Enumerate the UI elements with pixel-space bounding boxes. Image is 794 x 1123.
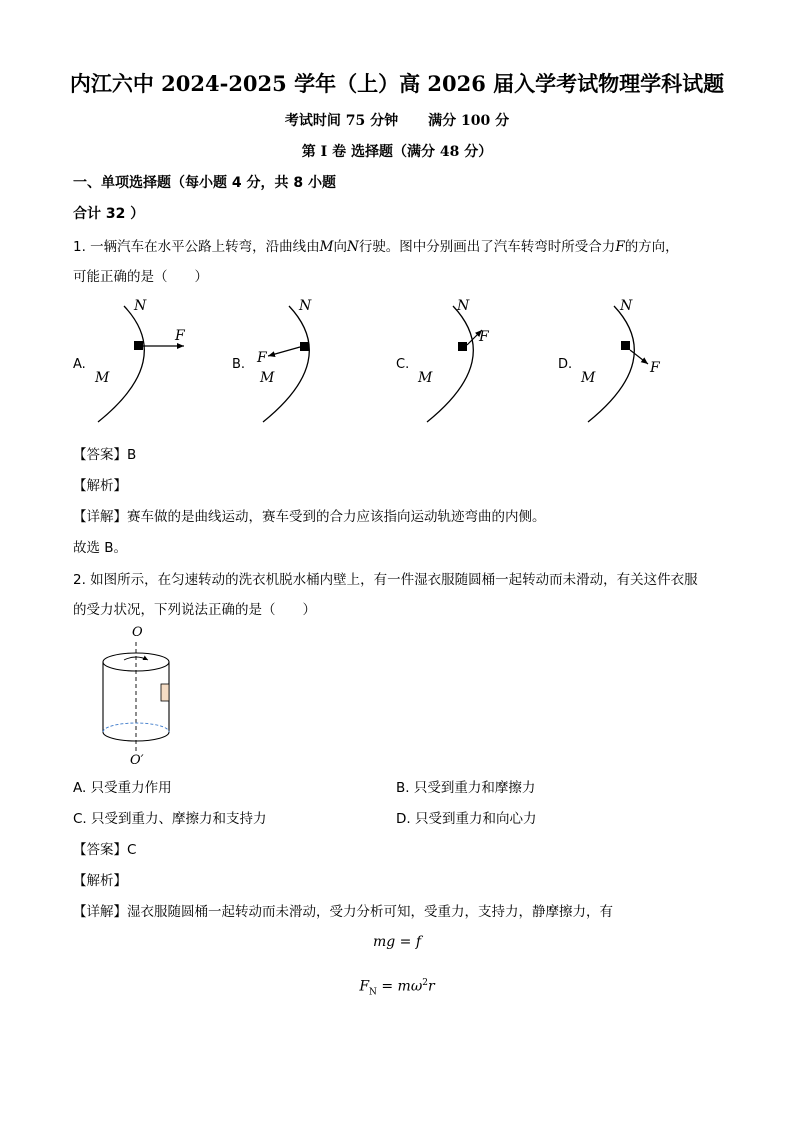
curve-b: [263, 306, 309, 422]
curve-d: [588, 306, 634, 422]
curve-c: [427, 306, 473, 422]
axis-label-o-prime: O′: [130, 753, 144, 768]
wet-clothes: [161, 684, 169, 701]
q2-option-d: D. 只受到重力和向心力: [396, 811, 537, 827]
q2-answer: 【答案】C: [73, 842, 137, 858]
q1-figure-c: [396, 298, 490, 422]
q2-option-a: A. 只受重力作用: [73, 780, 172, 796]
q1-option-a-label: A.: [73, 357, 86, 372]
label-f-b: F: [257, 350, 267, 366]
exam-info: [0, 110, 794, 130]
q1-figure-b: [232, 298, 312, 422]
q1-option-b-label: B.: [232, 357, 246, 372]
label-n-a: N: [134, 298, 147, 314]
q1-answer: 【答案】B: [73, 447, 137, 463]
force-arrow-b: [268, 347, 300, 356]
exam-title: 内江六中 2024-2025 学年（上）高 2026 届入学考试物理学科试题: [69, 71, 725, 96]
q1-conclusion: 故选 B。: [73, 540, 128, 556]
label-m-a: M: [95, 370, 110, 386]
q2-detail: 【详解】湿衣服随圆桶一起转动而未滑动，受力分析可知，受重力，支持力，静摩擦力，有: [73, 904, 613, 920]
curve-a: [98, 306, 144, 422]
section-total: 合计 32 ）: [73, 206, 145, 222]
car-a: [134, 341, 143, 350]
equation-1: mg = f: [372, 934, 422, 950]
label-n-b: N: [299, 298, 312, 314]
equation-2: $F_N = m\omega^2r$: [359, 978, 435, 998]
q1-analysis-label: 【解析】: [73, 478, 127, 494]
drum-top: [103, 653, 169, 671]
q1-figures: [0, 290, 794, 430]
q1-stem-line1: 1. 一辆汽车在水平公路上转弯，沿曲线由M向N行驶。图中分别画出了汽车转弯时所受合力F的方向，: [73, 239, 679, 255]
label-n-d: N: [620, 298, 633, 314]
q1-option-d-label: D.: [558, 357, 573, 372]
car-c: [458, 342, 467, 351]
exam-time: 考试时间 75 分钟: [284, 113, 399, 129]
q2-stem-line2: 的受力状况，下列说法正确的是（ ）: [73, 602, 316, 618]
q1-stem-line2: 可能正确的是（ ）: [73, 269, 208, 285]
label-f-d: F: [650, 360, 660, 376]
q1-figure-a: [73, 298, 186, 422]
label-m-b: M: [260, 370, 275, 386]
car-b: [300, 342, 309, 351]
q2-option-c: C. 只受到重力、摩擦力和支持力: [73, 811, 267, 827]
q2-option-b: B. 只受到重力和摩擦力: [396, 780, 536, 796]
label-f-c: F: [479, 329, 489, 345]
section-title: 一、单项选择题（每小题 4 分，共 8 小题: [73, 175, 336, 191]
q2-drum-figure: [90, 620, 200, 770]
label-f-a: F: [175, 328, 185, 344]
q1-figure-d: [558, 298, 661, 422]
car-d: [621, 341, 630, 350]
label-n-c: N: [457, 298, 470, 314]
q1-detail: 【详解】赛车做的是曲线运动，赛车受到的合力应该指向运动轨迹弯曲的内侧。: [73, 509, 546, 525]
label-m-c: M: [418, 370, 433, 386]
volume-heading: 第 I 卷 选择题（满分 48 分）: [301, 144, 493, 160]
q1-option-c-label: C.: [396, 357, 410, 372]
q2-analysis-label: 【解析】: [73, 873, 127, 889]
q2-stem-line1: 2. 如图所示，在匀速转动的洗衣机脱水桶内壁上，有一件湿衣服随圆桶一起转动而未滑动，有关这件衣服: [73, 572, 698, 588]
label-m-d: M: [581, 370, 596, 386]
exam-full-score: 满分 100 分: [428, 113, 510, 129]
axis-label-o: O: [132, 625, 143, 640]
